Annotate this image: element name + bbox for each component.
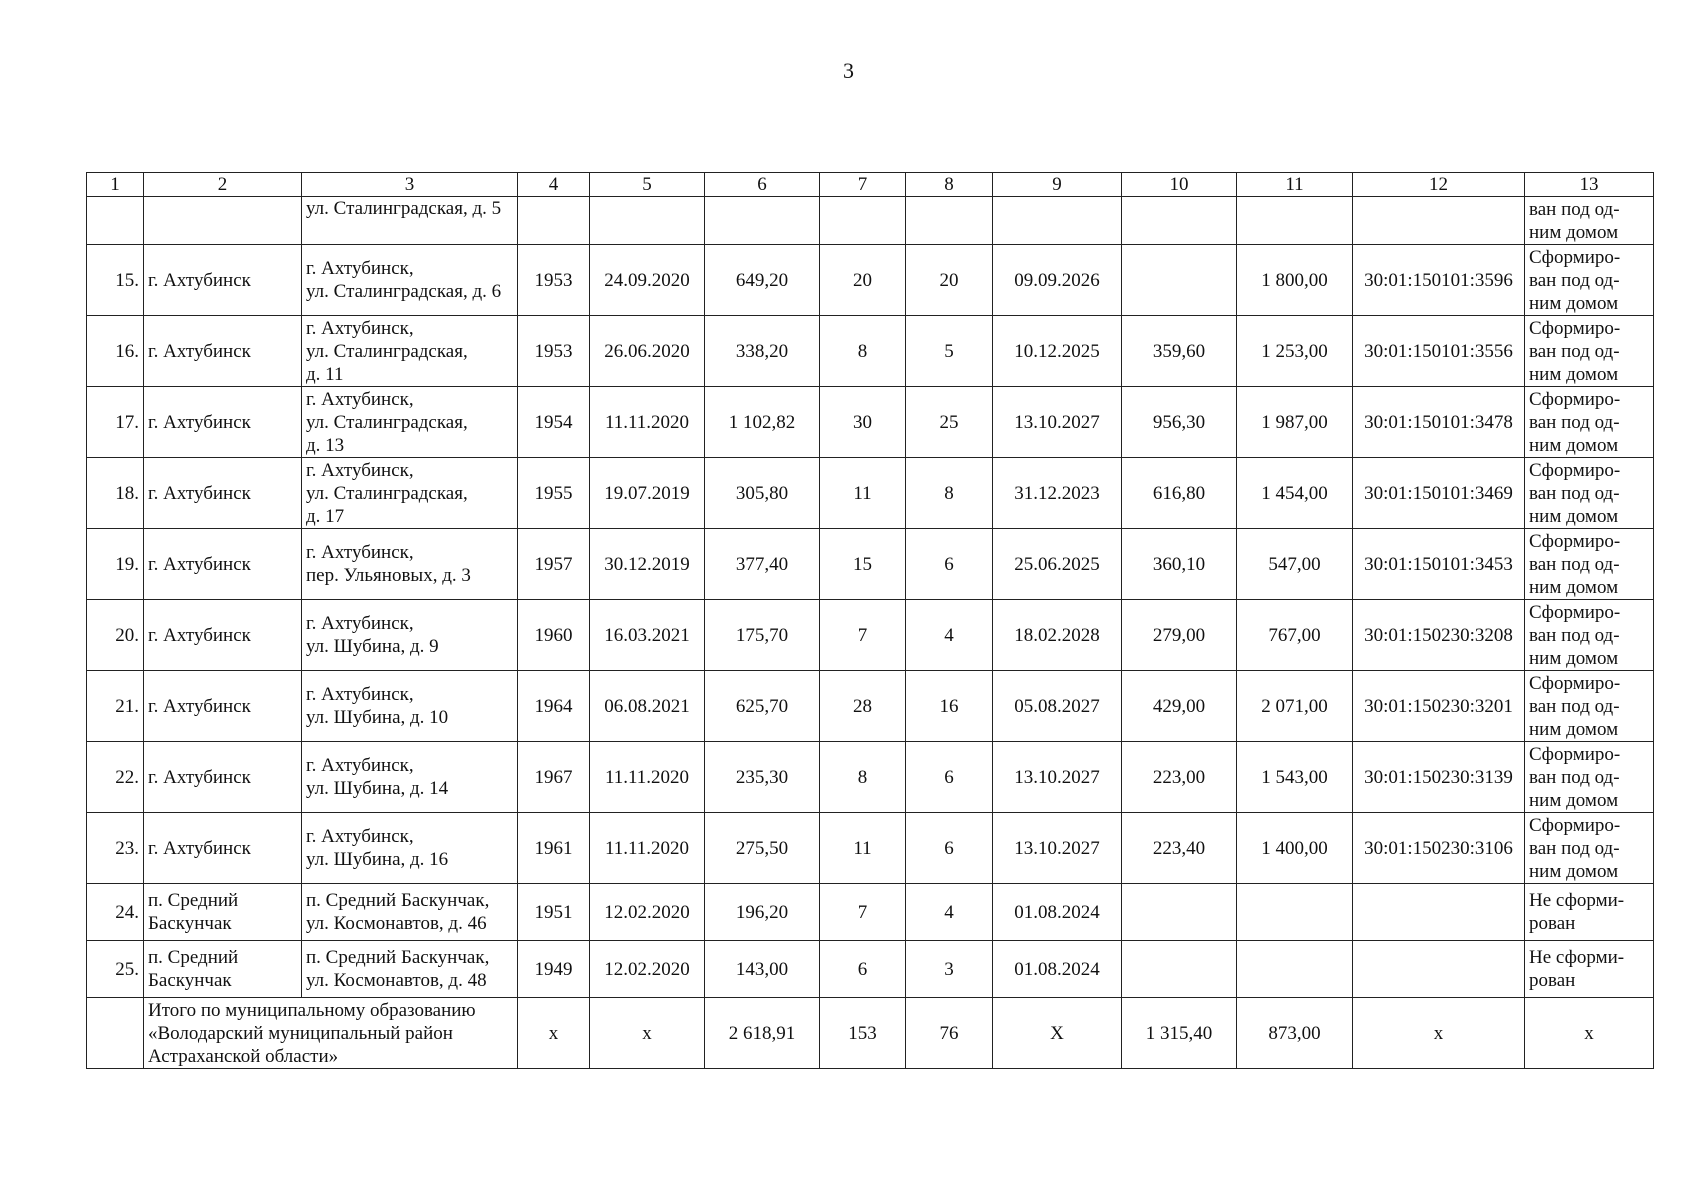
cell-date: 11.11.2020 <box>590 742 705 813</box>
continuation-row <box>87 197 1654 245</box>
housing-table <box>86 172 1654 1069</box>
cell-area: 649,20 <box>705 245 820 316</box>
cell-deadline: 25.06.2025 <box>993 529 1122 600</box>
cell-status: ван под од- ним домом <box>1525 197 1654 245</box>
column-number-row <box>87 173 1654 197</box>
column-header: 2 <box>144 173 302 197</box>
cell-address: г. Ахтубинск, ул. Сталинградская, д. 11 <box>302 316 518 387</box>
cell-area: 625,70 <box>705 671 820 742</box>
cell-rooms: 4 <box>906 884 993 941</box>
cell-cadastral: 30:01:150101:3453 <box>1353 529 1525 600</box>
cell-settlement: г. Ахтубинск <box>144 671 302 742</box>
cell-number: 15. <box>87 245 144 316</box>
cell-col10: 359,60 <box>1122 316 1237 387</box>
cell-cadastral: 30:01:150230:3201 <box>1353 671 1525 742</box>
cell-deadline: 13.10.2027 <box>993 742 1122 813</box>
total-rooms: 76 <box>906 998 993 1069</box>
cell-area: 196,20 <box>705 884 820 941</box>
cell-settlement: г. Ахтубинск <box>144 742 302 813</box>
page-number: 3 <box>843 58 854 83</box>
cell-address: п. Средний Баскунчак, ул. Космонавтов, д. 48 <box>302 941 518 998</box>
cell-residents: 8 <box>820 742 906 813</box>
cell-year: 1957 <box>518 529 590 600</box>
cell-area: 338,20 <box>705 316 820 387</box>
cell-number: 22. <box>87 742 144 813</box>
column-header: 1 <box>87 173 144 197</box>
cell-rooms: 16 <box>906 671 993 742</box>
cell-date: 11.11.2020 <box>590 387 705 458</box>
cell-col11: 1 454,00 <box>1237 458 1353 529</box>
cell-residents: 7 <box>820 884 906 941</box>
cell-number: 18. <box>87 458 144 529</box>
cell-area: 175,70 <box>705 600 820 671</box>
cell-settlement <box>144 197 302 245</box>
cell-col11 <box>1237 884 1353 941</box>
cell-col10 <box>1122 884 1237 941</box>
cell-residents: 20 <box>820 245 906 316</box>
cell-date: 11.11.2020 <box>590 813 705 884</box>
cell-address: г. Ахтубинск, ул. Шубина, д. 10 <box>302 671 518 742</box>
column-header: 3 <box>302 173 518 197</box>
cell-col11 <box>1237 941 1353 998</box>
cell-col11 <box>1237 197 1353 245</box>
cell-residents: 11 <box>820 458 906 529</box>
cell-col10: 279,00 <box>1122 600 1237 671</box>
cell-number <box>87 197 144 245</box>
cell-cadastral: 30:01:150101:3556 <box>1353 316 1525 387</box>
cell-cadastral: 30:01:150230:3106 <box>1353 813 1525 884</box>
cell-year: 1964 <box>518 671 590 742</box>
cell-col11: 1 253,00 <box>1237 316 1353 387</box>
table-row <box>87 671 1654 742</box>
cell-number: 24. <box>87 884 144 941</box>
cell-year: 1955 <box>518 458 590 529</box>
cell-cadastral <box>1353 197 1525 245</box>
cell-year <box>518 197 590 245</box>
cell-deadline: 13.10.2027 <box>993 813 1122 884</box>
column-header: 9 <box>993 173 1122 197</box>
cell-deadline: 10.12.2025 <box>993 316 1122 387</box>
cell-status: Сформиро- ван под од- ним домом <box>1525 671 1654 742</box>
cell-col10 <box>1122 245 1237 316</box>
column-header: 4 <box>518 173 590 197</box>
cell-rooms: 6 <box>906 742 993 813</box>
column-header: 12 <box>1353 173 1525 197</box>
cell-settlement: г. Ахтубинск <box>144 316 302 387</box>
cell-residents: 30 <box>820 387 906 458</box>
cell-status: Сформиро- ван под од- ним домом <box>1525 529 1654 600</box>
cell-status: Сформиро- ван под од- ним домом <box>1525 813 1654 884</box>
cell-residents <box>820 197 906 245</box>
cell-number <box>87 998 144 1069</box>
cell-number: 25. <box>87 941 144 998</box>
cell-year: 1951 <box>518 884 590 941</box>
cell-address: г. Ахтубинск, ул. Сталинградская, д. 13 <box>302 387 518 458</box>
cell-settlement: п. Средний Баскунчак <box>144 941 302 998</box>
cell-date: 30.12.2019 <box>590 529 705 600</box>
cell-year: 1953 <box>518 316 590 387</box>
cell-address: г. Ахтубинск, ул. Сталинградская, д. 17 <box>302 458 518 529</box>
cell-settlement: г. Ахтубинск <box>144 529 302 600</box>
cell-col10: 360,10 <box>1122 529 1237 600</box>
cell-col11: 1 400,00 <box>1237 813 1353 884</box>
cell-status: Сформиро- ван под од- ним домом <box>1525 316 1654 387</box>
cell-cadastral: 30:01:150101:3596 <box>1353 245 1525 316</box>
cell-deadline: 13.10.2027 <box>993 387 1122 458</box>
cell-col11: 2 071,00 <box>1237 671 1353 742</box>
table-row <box>87 245 1654 316</box>
cell-status: Сформиро- ван под од- ним домом <box>1525 742 1654 813</box>
total-residents: 153 <box>820 998 906 1069</box>
cell-status: Сформиро- ван под од- ним домом <box>1525 387 1654 458</box>
cell-cadastral: 30:01:150230:3139 <box>1353 742 1525 813</box>
cell-cadastral <box>1353 884 1525 941</box>
cell-settlement: г. Ахтубинск <box>144 458 302 529</box>
cell-date: 26.06.2020 <box>590 316 705 387</box>
cell-address: г. Ахтубинск, ул. Сталинградская, д. 6 <box>302 245 518 316</box>
cell-date: 24.09.2020 <box>590 245 705 316</box>
cell-area: 1 102,82 <box>705 387 820 458</box>
cell-address: ул. Сталинградская, д. 5 <box>302 197 518 245</box>
total-deadline: Х <box>993 998 1122 1069</box>
cell-deadline: 01.08.2024 <box>993 941 1122 998</box>
cell-cadastral: 30:01:150101:3469 <box>1353 458 1525 529</box>
cell-col10 <box>1122 941 1237 998</box>
total-status: х <box>1525 998 1654 1069</box>
cell-area: 143,00 <box>705 941 820 998</box>
cell-deadline: 09.09.2026 <box>993 245 1122 316</box>
cell-status: Не сформи- рован <box>1525 884 1654 941</box>
cell-number: 23. <box>87 813 144 884</box>
cell-cadastral: 30:01:150230:3208 <box>1353 600 1525 671</box>
cell-area <box>705 197 820 245</box>
cell-rooms: 20 <box>906 245 993 316</box>
total-col11: 873,00 <box>1237 998 1353 1069</box>
cell-col11: 1 987,00 <box>1237 387 1353 458</box>
cell-number: 21. <box>87 671 144 742</box>
cell-col10: 616,80 <box>1122 458 1237 529</box>
cell-address: г. Ахтубинск, ул. Шубина, д. 14 <box>302 742 518 813</box>
cell-number: 17. <box>87 387 144 458</box>
cell-rooms: 4 <box>906 600 993 671</box>
cell-year: 1954 <box>518 387 590 458</box>
cell-area: 377,40 <box>705 529 820 600</box>
cell-settlement: г. Ахтубинск <box>144 387 302 458</box>
cell-number: 20. <box>87 600 144 671</box>
cell-date: 12.02.2020 <box>590 941 705 998</box>
cell-col10: 429,00 <box>1122 671 1237 742</box>
cell-rooms: 25 <box>906 387 993 458</box>
table-row <box>87 884 1654 941</box>
cell-col10 <box>1122 197 1237 245</box>
cell-col10: 956,30 <box>1122 387 1237 458</box>
cell-deadline: 31.12.2023 <box>993 458 1122 529</box>
cell-date: 16.03.2021 <box>590 600 705 671</box>
total-cadastral: х <box>1353 998 1525 1069</box>
cell-deadline: 01.08.2024 <box>993 884 1122 941</box>
cell-deadline <box>993 197 1122 245</box>
cell-date: 06.08.2021 <box>590 671 705 742</box>
cell-area: 235,30 <box>705 742 820 813</box>
cell-area: 275,50 <box>705 813 820 884</box>
cell-residents: 28 <box>820 671 906 742</box>
cell-number: 19. <box>87 529 144 600</box>
column-header: 8 <box>906 173 993 197</box>
cell-col11: 1 800,00 <box>1237 245 1353 316</box>
cell-col10: 223,40 <box>1122 813 1237 884</box>
cell-date: 19.07.2019 <box>590 458 705 529</box>
cell-address: п. Средний Баскунчак, ул. Космонавтов, д. 46 <box>302 884 518 941</box>
cell-rooms <box>906 197 993 245</box>
cell-year: 1961 <box>518 813 590 884</box>
cell-col11: 767,00 <box>1237 600 1353 671</box>
total-col10: 1 315,40 <box>1122 998 1237 1069</box>
cell-address: г. Ахтубинск, ул. Шубина, д. 16 <box>302 813 518 884</box>
cell-number: 16. <box>87 316 144 387</box>
cell-rooms: 5 <box>906 316 993 387</box>
total-date: х <box>590 998 705 1069</box>
cell-status: Сформиро- ван под од- ним домом <box>1525 458 1654 529</box>
table-row <box>87 458 1654 529</box>
cell-rooms: 6 <box>906 529 993 600</box>
total-row <box>87 998 1654 1069</box>
cell-settlement: г. Ахтубинск <box>144 600 302 671</box>
cell-rooms: 3 <box>906 941 993 998</box>
cell-status: Сформиро- ван под од- ним домом <box>1525 245 1654 316</box>
table-row <box>87 316 1654 387</box>
total-label: Итого по муниципальному образованию «Володарский муниципальный район Астраханской области» <box>144 998 518 1069</box>
cell-col11: 547,00 <box>1237 529 1353 600</box>
cell-residents: 6 <box>820 941 906 998</box>
cell-deadline: 18.02.2028 <box>993 600 1122 671</box>
cell-year: 1949 <box>518 941 590 998</box>
table-row <box>87 529 1654 600</box>
cell-residents: 11 <box>820 813 906 884</box>
total-year: х <box>518 998 590 1069</box>
total-area: 2 618,91 <box>705 998 820 1069</box>
column-header: 13 <box>1525 173 1654 197</box>
cell-settlement: г. Ахтубинск <box>144 245 302 316</box>
table-row <box>87 742 1654 813</box>
column-header: 11 <box>1237 173 1353 197</box>
cell-rooms: 8 <box>906 458 993 529</box>
cell-area: 305,80 <box>705 458 820 529</box>
cell-year: 1967 <box>518 742 590 813</box>
cell-status: Не сформи- рован <box>1525 941 1654 998</box>
cell-status: Сформиро- ван под од- ним домом <box>1525 600 1654 671</box>
cell-cadastral <box>1353 941 1525 998</box>
table-row <box>87 813 1654 884</box>
cell-residents: 7 <box>820 600 906 671</box>
column-header: 7 <box>820 173 906 197</box>
column-header: 6 <box>705 173 820 197</box>
cell-date <box>590 197 705 245</box>
table-row <box>87 600 1654 671</box>
table-row <box>87 387 1654 458</box>
cell-residents: 15 <box>820 529 906 600</box>
cell-col10: 223,00 <box>1122 742 1237 813</box>
cell-rooms: 6 <box>906 813 993 884</box>
cell-address: г. Ахтубинск, пер. Ульяновых, д. 3 <box>302 529 518 600</box>
cell-col11: 1 543,00 <box>1237 742 1353 813</box>
table-row <box>87 941 1654 998</box>
cell-address: г. Ахтубинск, ул. Шубина, д. 9 <box>302 600 518 671</box>
cell-year: 1960 <box>518 600 590 671</box>
cell-cadastral: 30:01:150101:3478 <box>1353 387 1525 458</box>
cell-date: 12.02.2020 <box>590 884 705 941</box>
cell-residents: 8 <box>820 316 906 387</box>
cell-settlement: п. Средний Баскунчак <box>144 884 302 941</box>
cell-settlement: г. Ахтубинск <box>144 813 302 884</box>
cell-year: 1953 <box>518 245 590 316</box>
cell-deadline: 05.08.2027 <box>993 671 1122 742</box>
column-header: 10 <box>1122 173 1237 197</box>
column-header: 5 <box>590 173 705 197</box>
